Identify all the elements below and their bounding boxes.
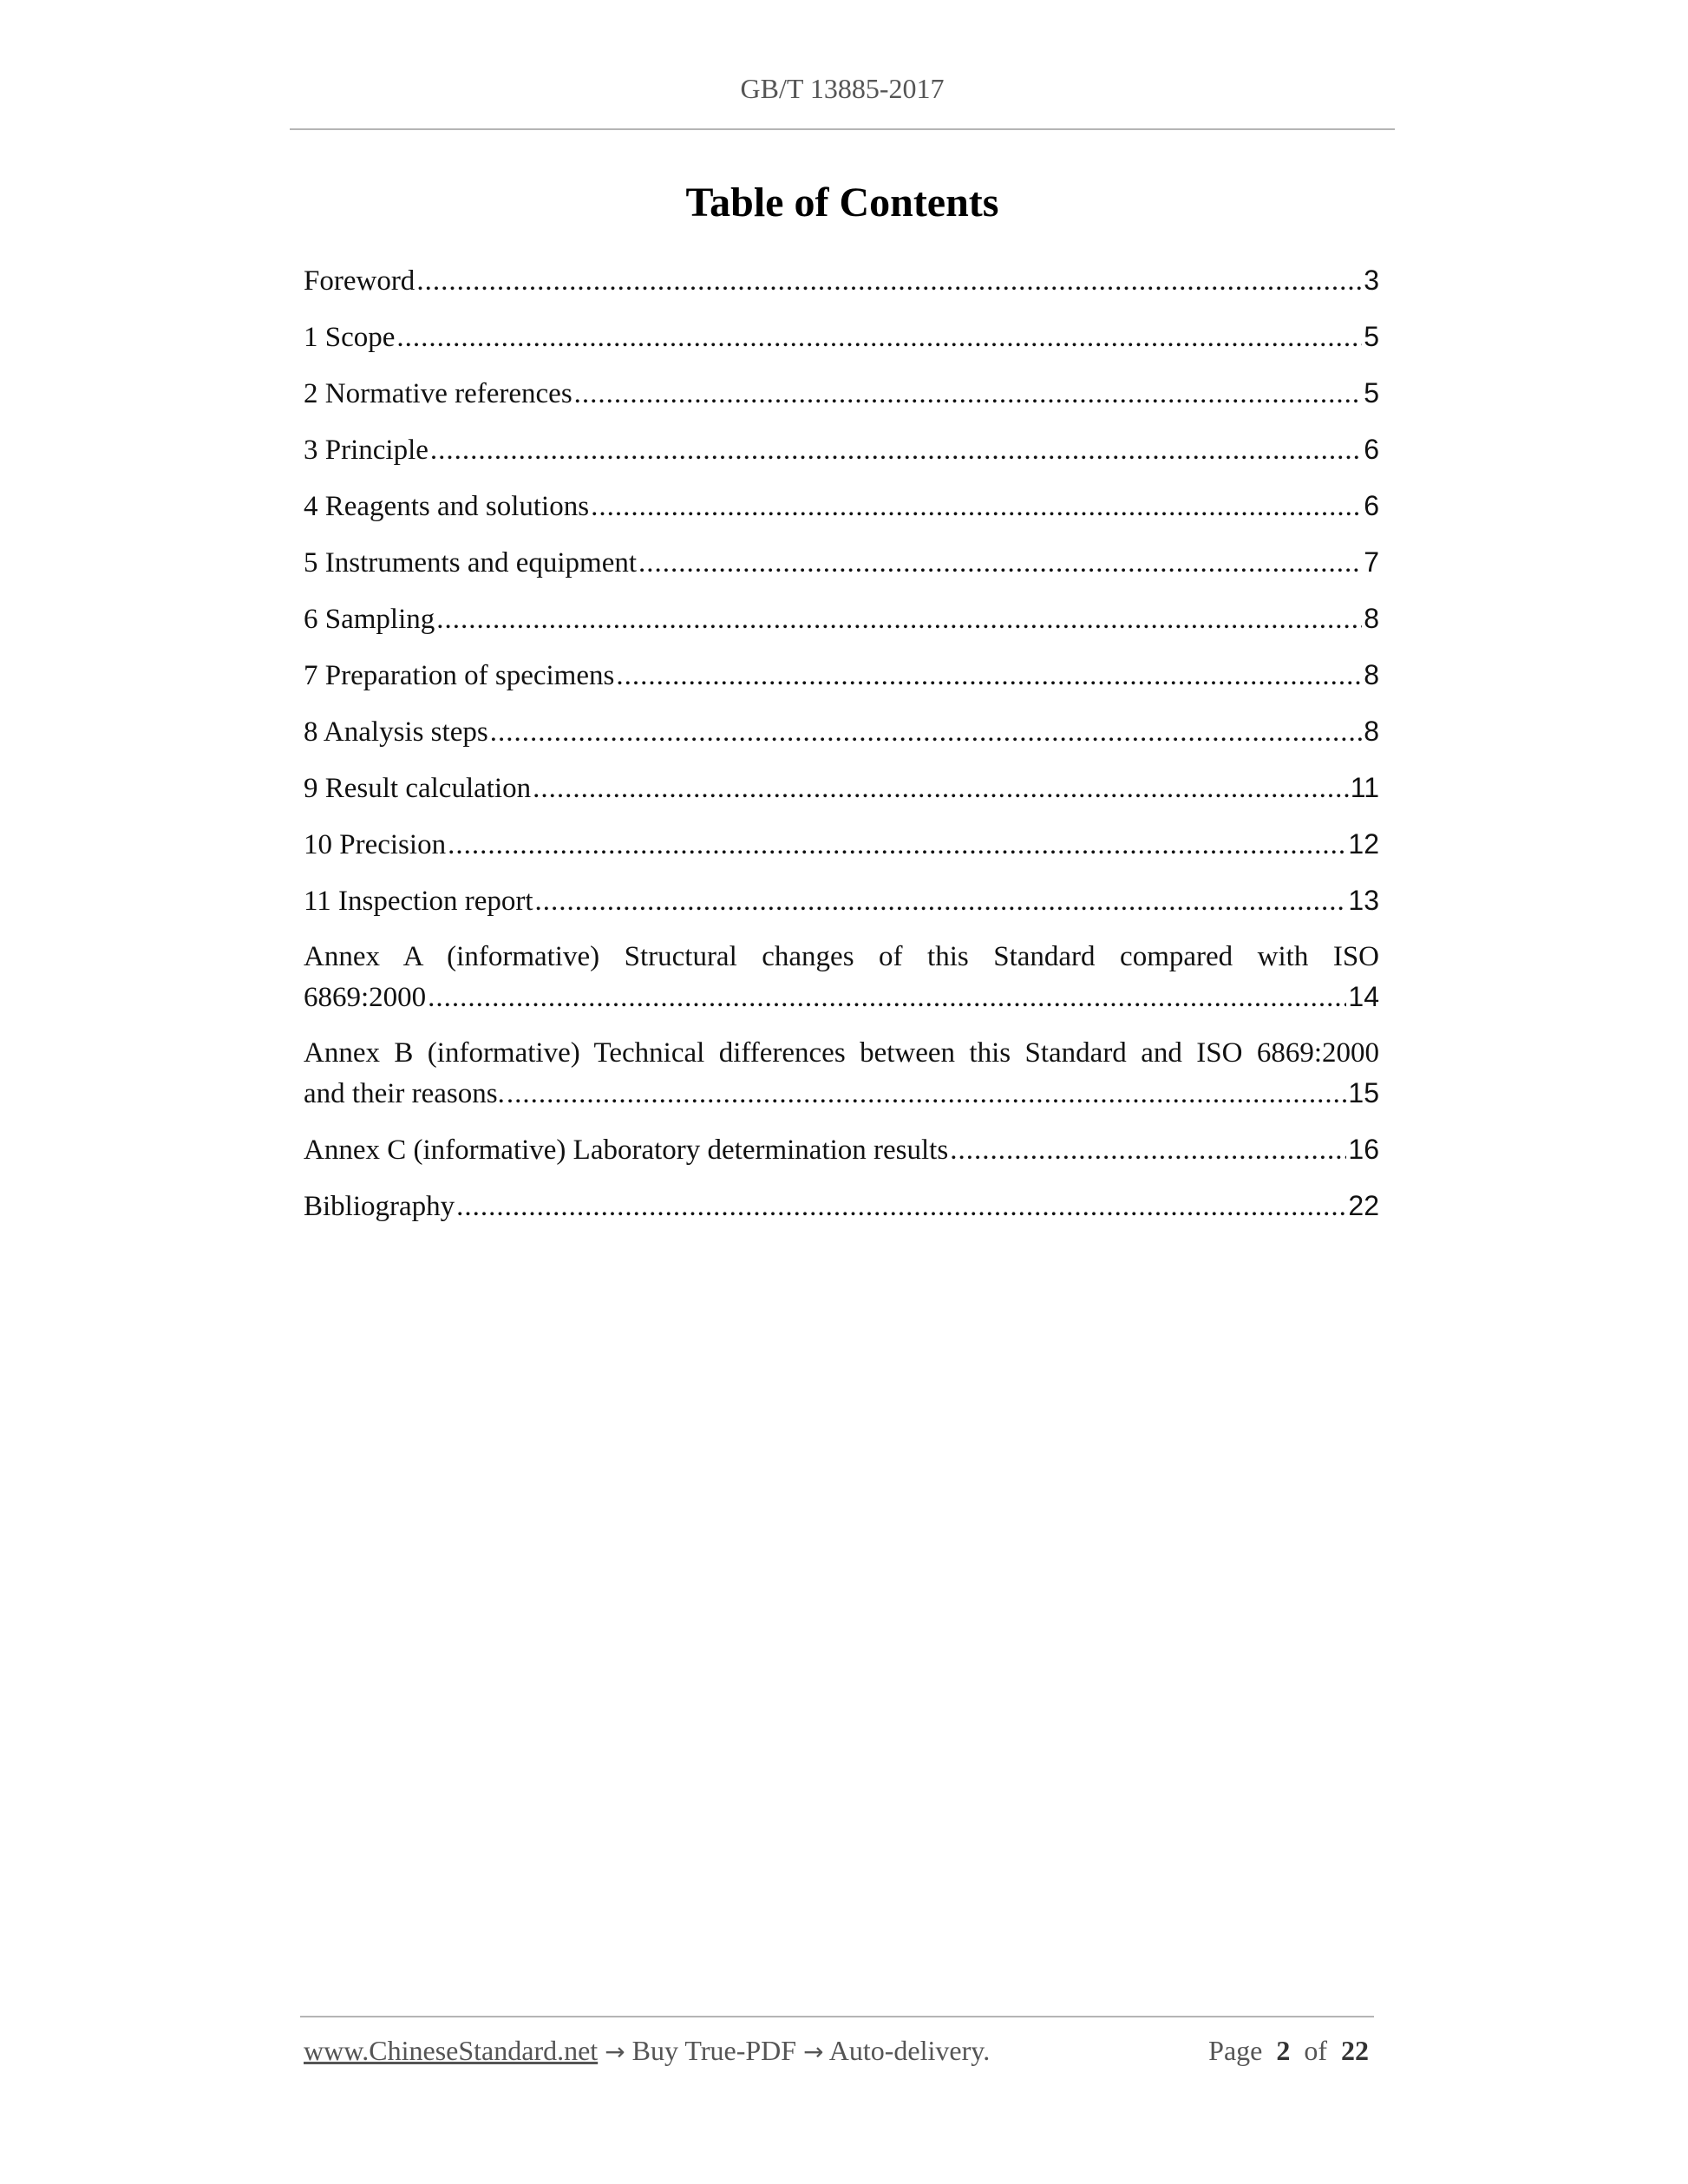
toc-label: 5 Instruments and equipment bbox=[304, 547, 638, 579]
dot-leader bbox=[416, 261, 1362, 301]
toc-page-number: 15 bbox=[1348, 1077, 1379, 1108]
page-title: Table of Contents bbox=[685, 180, 999, 226]
current-page-number: 2 bbox=[1276, 2035, 1291, 2066]
toc-entry-analysis-steps[interactable] bbox=[304, 711, 1379, 752]
toc-label: 3 Principle bbox=[304, 435, 429, 466]
toc-page-number: 11 bbox=[1350, 772, 1379, 803]
toc-label-line1: Annex B (informative) Technical differences between this Standard and ISO 6869:2000 bbox=[304, 1037, 1379, 1069]
toc-entry-annex-c[interactable] bbox=[304, 1129, 1379, 1170]
toc-page-number: 14 bbox=[1348, 981, 1379, 1012]
toc-page-number: 3 bbox=[1364, 265, 1379, 296]
toc-label: 1 Scope bbox=[304, 322, 396, 353]
running-header: GB/T 13885-2017 bbox=[740, 73, 945, 104]
auto-delivery-text: Auto-delivery. bbox=[828, 2035, 991, 2066]
toc-page-number: 12 bbox=[1348, 828, 1379, 860]
dot-leader bbox=[533, 768, 1349, 808]
dot-leader bbox=[638, 543, 1362, 583]
toc-label: 10 Precision bbox=[304, 829, 447, 860]
toc-page-number: 8 bbox=[1364, 716, 1379, 747]
toc-entry-scope[interactable] bbox=[304, 317, 1379, 357]
page-indicator bbox=[1208, 2035, 1369, 2067]
toc-entry-bibliography[interactable] bbox=[304, 1186, 1379, 1226]
toc-entry-normative-references[interactable] bbox=[304, 373, 1379, 414]
toc-label: Annex C (informative) Laboratory determination results bbox=[304, 1135, 949, 1166]
page-footer bbox=[304, 2035, 1369, 2067]
toc-entry-principle[interactable] bbox=[304, 429, 1379, 470]
arrow-right-icon: → bbox=[605, 2037, 625, 2066]
toc-label: 4 Reagents and solutions bbox=[304, 491, 590, 522]
toc-entry-reagents[interactable] bbox=[304, 486, 1379, 526]
toc-page-number: 7 bbox=[1364, 546, 1379, 578]
dot-leader bbox=[535, 881, 1347, 921]
toc-label: 7 Preparation of specimens bbox=[304, 660, 615, 691]
toc-entry-annex-b[interactable] bbox=[304, 1033, 1379, 1114]
dot-leader bbox=[507, 1074, 1347, 1114]
toc-entry-annex-a[interactable] bbox=[304, 937, 1379, 1017]
dot-leader bbox=[428, 978, 1346, 1017]
toc-entry-precision[interactable] bbox=[304, 824, 1379, 865]
dot-leader bbox=[436, 599, 1362, 639]
dot-leader bbox=[950, 1130, 1346, 1170]
dot-leader bbox=[456, 1187, 1346, 1226]
dot-leader bbox=[396, 317, 1362, 357]
toc-label: 9 Result calculation bbox=[304, 773, 532, 804]
dot-leader bbox=[490, 712, 1363, 752]
toc-entry-sampling[interactable] bbox=[304, 598, 1379, 639]
toc-page-number: 6 bbox=[1364, 434, 1379, 465]
arrow-right-icon: → bbox=[803, 2037, 824, 2066]
toc-page-number: 8 bbox=[1364, 659, 1379, 690]
dot-leader bbox=[591, 487, 1362, 526]
toc-page-number: 22 bbox=[1348, 1190, 1379, 1221]
dot-leader bbox=[448, 825, 1346, 865]
toc-page-number: 5 bbox=[1364, 321, 1379, 352]
toc-label-line2: 6869:2000 bbox=[304, 982, 427, 1013]
table-of-contents bbox=[304, 260, 1379, 1242]
toc-page-number: 8 bbox=[1364, 603, 1379, 634]
toc-label: 11 Inspection report bbox=[304, 886, 533, 917]
toc-entry-instruments[interactable] bbox=[304, 542, 1379, 583]
toc-entry-inspection-report[interactable] bbox=[304, 880, 1379, 921]
dot-leader bbox=[616, 656, 1362, 696]
toc-label: 8 Analysis steps bbox=[304, 716, 488, 748]
page-word: Page bbox=[1208, 2035, 1263, 2066]
toc-label-line2: and their reasons. bbox=[304, 1078, 505, 1109]
of-word: of bbox=[1304, 2035, 1327, 2066]
toc-entry-result-calculation[interactable] bbox=[304, 768, 1379, 808]
toc-label: 2 Normative references bbox=[304, 378, 572, 409]
toc-entry-preparation[interactable] bbox=[304, 655, 1379, 696]
footer-divider bbox=[300, 2016, 1374, 2017]
toc-label: Foreword bbox=[304, 265, 415, 297]
toc-label: Bibliography bbox=[304, 1191, 455, 1222]
toc-page-number: 16 bbox=[1348, 1134, 1379, 1165]
footer-left bbox=[304, 2035, 990, 2067]
site-link[interactable]: www.ChineseStandard.net bbox=[304, 2035, 599, 2066]
total-page-count: 22 bbox=[1341, 2035, 1369, 2066]
toc-entry-foreword[interactable] bbox=[304, 260, 1379, 301]
toc-label-line1: Annex A (informative) Structural changes of this Standard compared with ISO bbox=[304, 941, 1379, 972]
toc-page-number: 6 bbox=[1364, 490, 1379, 521]
dot-leader bbox=[430, 430, 1362, 470]
header-divider bbox=[290, 128, 1395, 130]
dot-leader bbox=[574, 374, 1363, 414]
toc-label: 6 Sampling bbox=[304, 604, 435, 635]
toc-page-number: 13 bbox=[1348, 885, 1379, 916]
toc-page-number: 5 bbox=[1364, 377, 1379, 409]
buy-pdf-text: Buy True-PDF bbox=[631, 2035, 797, 2066]
